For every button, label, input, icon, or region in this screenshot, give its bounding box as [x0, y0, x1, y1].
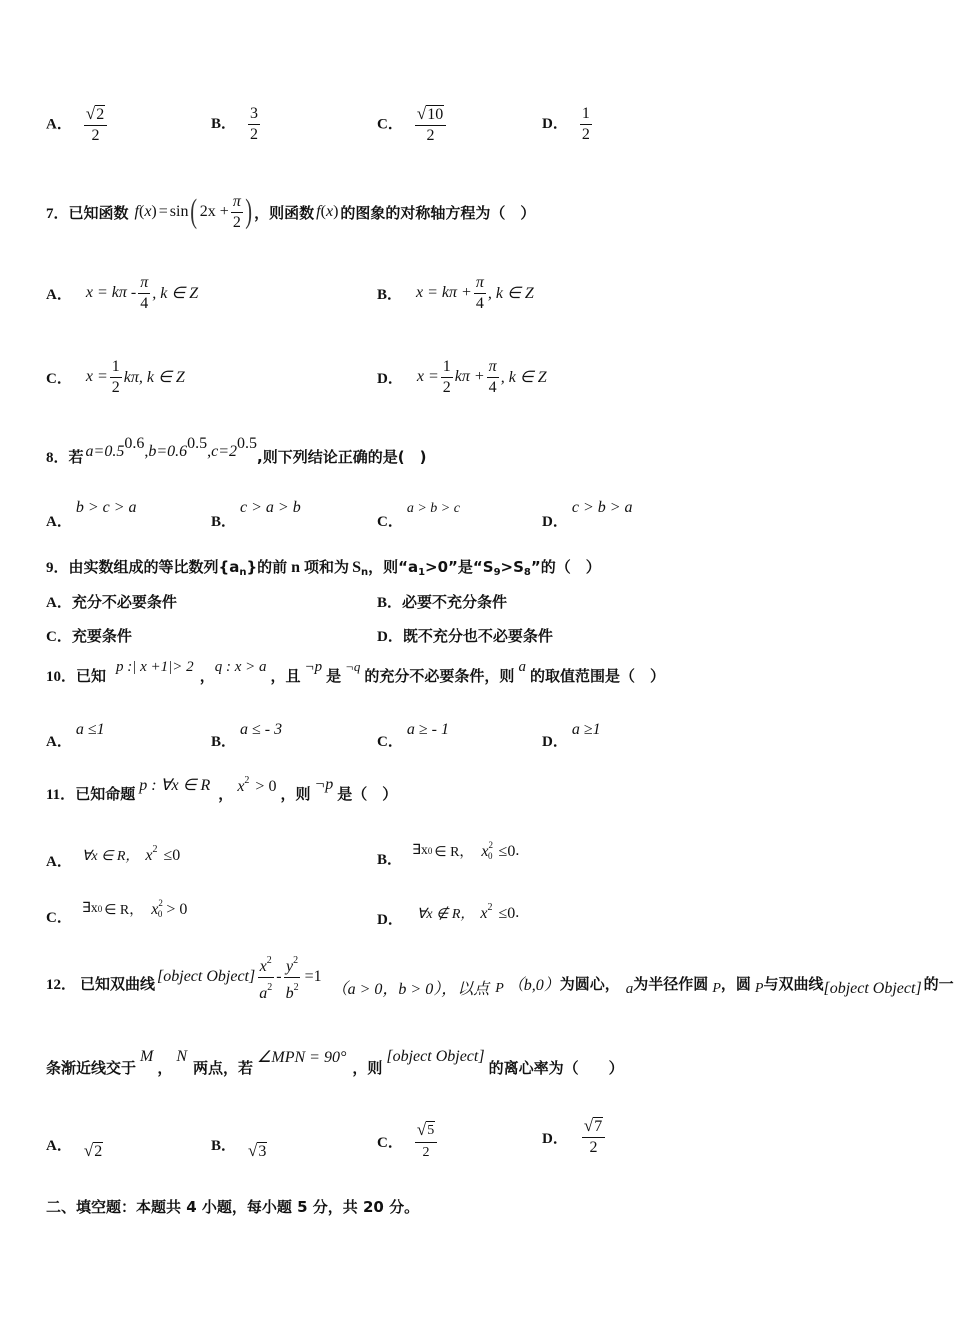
- radicand: 10: [427, 106, 444, 123]
- option-label: D．: [542, 116, 568, 133]
- question-7: [46, 190, 535, 234]
- question-number: 10．: [46, 668, 77, 685]
- given-values: $a=0.5^{0.6},b=0.6^{0.5},c=2^{0.5}$: [85, 435, 258, 460]
- question-number: 11．: [46, 786, 76, 803]
- question-number: 12．: [46, 976, 77, 993]
- question-12: 12． 已知双曲线 [object Object] $\frac{x^2}{a^2}$ - $\frac{y^2}{b^2}$ =1 （a > 0，b > 0），以点 P （b,0） 为圆心， a 为半径作圆 P ，圆 P 与双曲线 [object Object] 的一: [46, 955, 954, 1011]
- hyperbola-equation: [object Object] $\frac{x^2}{a^2}$ - $\frac{y^2}{b^2}$ =1: [157, 951, 322, 1004]
- function-definition: f ( x ) = sin ( 2x + $\frac{\pi}{2}$ ): [134, 192, 252, 231]
- q9-option-a: A．充分不必要条件: [46, 593, 177, 611]
- q12-option-a: A． √ 2: [46, 1138, 103, 1160]
- question-text: 的图象的对称轴方程为（ ）: [340, 203, 536, 222]
- option-label: B．: [211, 116, 237, 133]
- q6-option-d: [542, 104, 592, 145]
- question-10: 10． 已知 p :| x +1|> 2 ， q : x > a ，且 ¬p 是 ¬q 的充分不必要条件，则 a 的取值范围是（ ）: [46, 658, 665, 685]
- q8-option-a: A．b > c > a: [46, 499, 137, 530]
- option-label: A．: [46, 116, 72, 133]
- question-12-line-2: 条渐近线交于 M ， N 两点，若 ∠MPN = 90° ，则 [object Object] 的离心率为（ ）: [46, 1048, 624, 1077]
- question-11: 11． 已知命题 p : ∀x ∈ R ， $x^2 > 0$ ，则 ¬p 是（ ）: [46, 774, 398, 803]
- question-number: 7．: [46, 205, 69, 222]
- q11-option-c: C． ∃x 0 ∈ R， $x^2_0 > 0$: [46, 898, 188, 926]
- q10-option-d: D．a ≥1: [542, 721, 601, 750]
- numerator: 3: [248, 104, 260, 125]
- q10-option-a: A．a ≤1: [46, 721, 105, 750]
- q9-option-b: B．必要不充分条件: [377, 593, 508, 611]
- denominator: 2: [250, 126, 259, 143]
- q10-option-c: C．a ≥ - 1: [377, 721, 449, 750]
- q10-option-b: B．a ≤ - 3: [211, 721, 283, 750]
- q6-option-c: C． √ 10 2: [377, 104, 446, 146]
- q12-option-d: D． √ 7 2: [542, 1116, 605, 1158]
- question-9: 9．由实数组成的等比数列$\{a_n\}$的前 n 项和为 $S_n$，则“$a_1>0$”是“$S_9>S_8$”的（ ）: [46, 558, 601, 578]
- question-text: ，则函数: [254, 203, 315, 222]
- q11-option-b: B． ∃x 0 ∈ R， $x^2_0 \le 0$ .: [377, 840, 520, 868]
- q9-option-c: C．充要条件: [46, 627, 132, 645]
- q7-option-d: D． x = $\frac{1}{2}$ kπ + $\frac{\pi}{4}$ , k ∈ Z: [377, 357, 547, 396]
- q12-option-c: C． √ 5 2: [377, 1120, 437, 1163]
- question-number: 9．: [46, 560, 69, 576]
- question-number: 8．: [46, 449, 69, 466]
- question-text: 已知函数: [68, 203, 129, 222]
- denominator: 2: [581, 126, 590, 143]
- q7-option-a: A． x = kπ - $\frac{\pi}{4}$ , k ∈ Z: [46, 273, 199, 312]
- q8-option-b: B．c > a > b: [211, 499, 301, 530]
- q7-option-c: C． x = $\frac{1}{2}$ kπ, k ∈ Z: [46, 357, 185, 396]
- section-heading: 二、填空题：本题共 4 小题，每小题 5 分，共 20 分。: [46, 1198, 420, 1216]
- option-label: C．: [377, 116, 403, 133]
- denominator: 2: [426, 127, 435, 144]
- q11-option-a: A． ∀x ∈ R， $x^2 \le 0$: [46, 844, 181, 870]
- q6-option-b: [211, 104, 260, 145]
- q6-option-a: A． √ 2 2: [46, 104, 107, 146]
- question-8: 8． 若 $a=0.5^{0.6},b=0.6^{0.5},c=2^{0.5}$ ,则下列结论正确的是( ): [46, 435, 427, 466]
- q7-option-b: B． x = kπ + $\frac{\pi}{4}$ , k ∈ Z: [377, 273, 534, 312]
- q11-option-d: D． ∀x ∉ R， $x^2 \le 0$ .: [377, 902, 520, 928]
- numerator: 1: [580, 104, 592, 125]
- function-name: f(x): [316, 203, 339, 220]
- q8-option-d: D．c > b > a: [542, 499, 633, 530]
- q8-option-c: C．a > b > c: [377, 501, 460, 530]
- q9-option-d: D．既不充分也不必要条件: [377, 627, 553, 645]
- radicand: 2: [96, 106, 105, 123]
- q12-option-b: B． √ 3: [211, 1138, 267, 1160]
- denominator: 2: [91, 127, 100, 144]
